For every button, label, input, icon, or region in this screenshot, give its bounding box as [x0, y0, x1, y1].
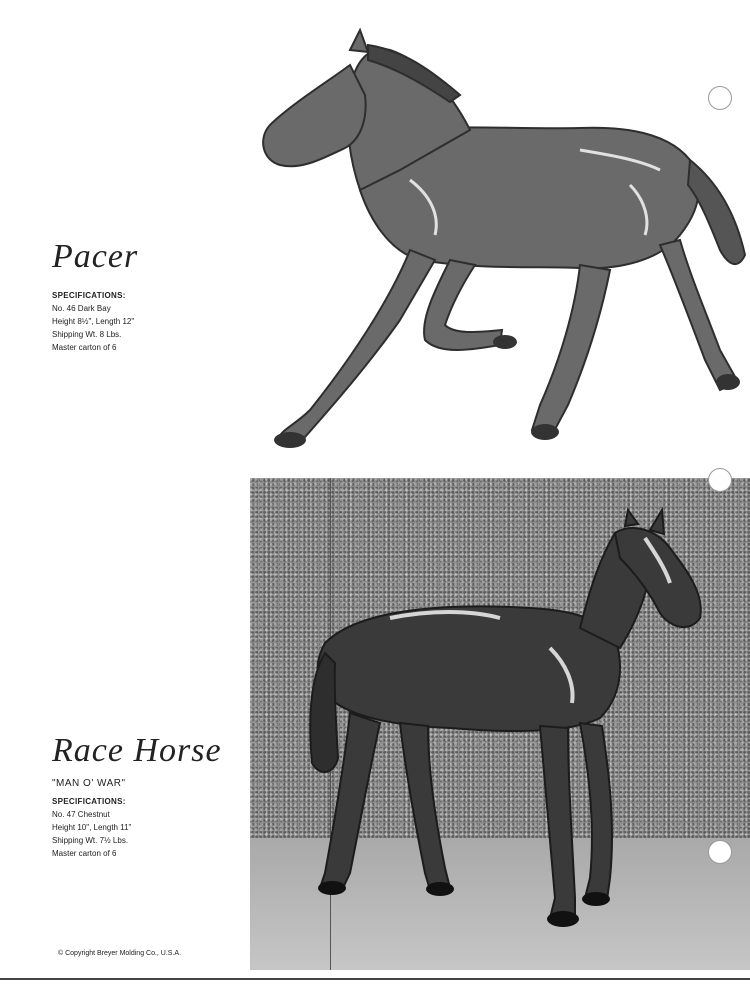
binder-hole	[708, 840, 732, 864]
race-spec-heading: SPECIFICATIONS:	[52, 797, 126, 806]
pacer-spec-line: Shipping Wt. 8 Lbs.	[52, 330, 122, 339]
race-horse-image	[250, 478, 750, 970]
page-bottom-edge	[0, 978, 750, 980]
pacer-spec-line: No. 46 Dark Bay	[52, 304, 111, 313]
pacer-spec-line: Height 8½", Length 12"	[52, 317, 135, 326]
pacer-specifications	[52, 289, 134, 354]
race-spec-line: Shipping Wt. 7½ Lbs.	[52, 836, 129, 845]
race-horse-title: Race Horse	[52, 732, 222, 769]
pacer-horse-image	[250, 20, 750, 460]
race-spec-line: No. 47 Chestnut	[52, 810, 110, 819]
race-horse-specifications	[52, 795, 131, 860]
race-spec-line: Height 10", Length 11"	[52, 823, 132, 832]
copyright-notice: © Copyright Breyer Molding Co., U.S.A.	[58, 950, 182, 957]
binder-hole	[708, 468, 732, 492]
race-spec-line: Master carton of 6	[52, 849, 117, 858]
pacer-spec-line: Master carton of 6	[52, 343, 117, 352]
race-horse-photo	[250, 478, 750, 970]
race-horse-subtitle: "MAN O' WAR"	[52, 778, 126, 789]
pacer-title: Pacer	[52, 238, 139, 275]
pacer-spec-heading: SPECIFICATIONS:	[52, 291, 126, 300]
binder-hole	[708, 86, 732, 110]
